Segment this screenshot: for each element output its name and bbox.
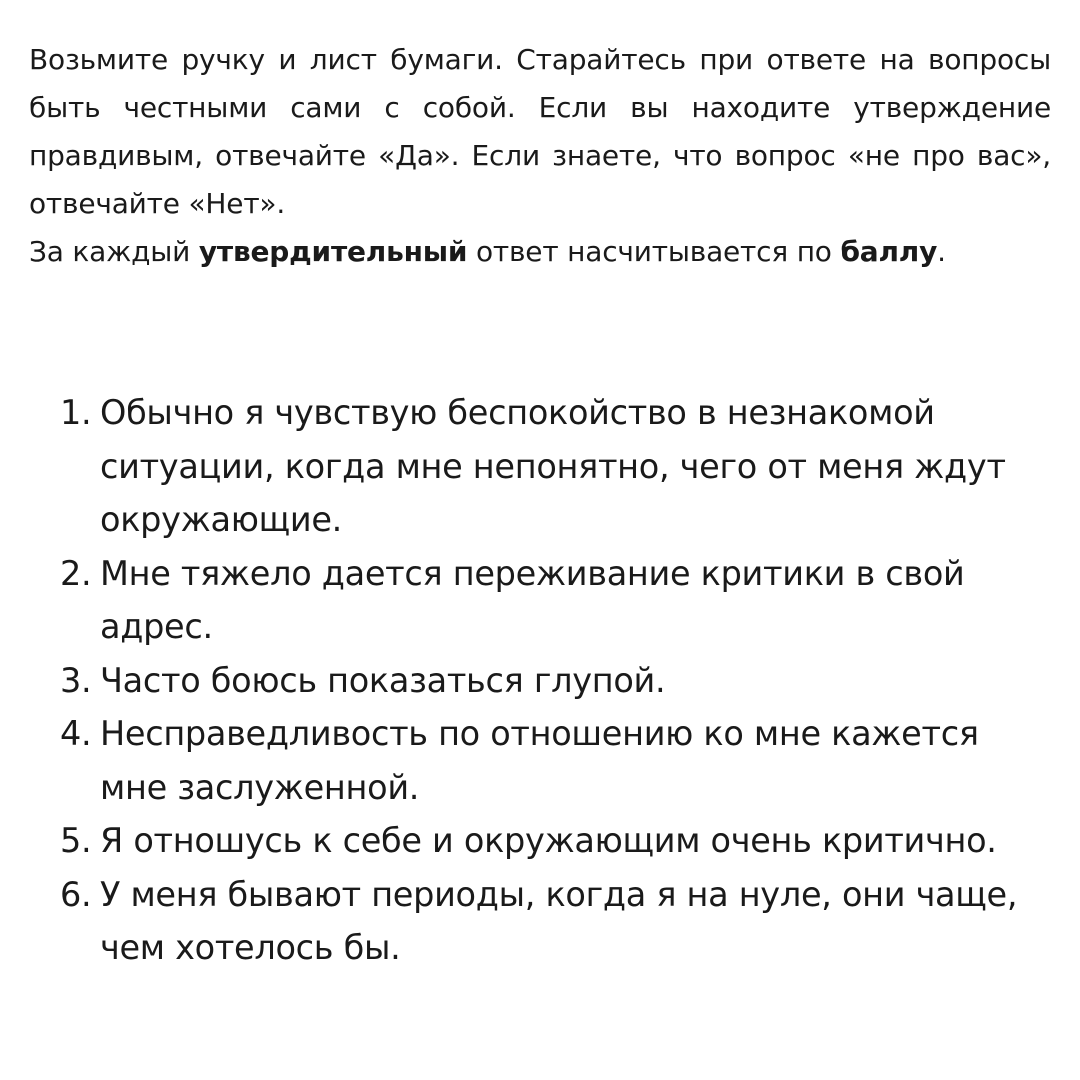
scoring-keyword-point: баллу: [840, 235, 938, 268]
question-number: 3.: [60, 660, 92, 700]
question-text: Несправедливость по отношению ко мне кажется мне заслуженной.: [100, 714, 979, 807]
instructions-paragraph: Возьмите ручку и лист бумаги. Старайтесь при ответе на вопросы быть честными сами с собой. Если вы находите утверждение правдивым, отвечайте «Да». Если знаете, что вопрос «не про вас», отвечайте «Нет».: [29, 43, 1051, 220]
question-item: [60, 707, 1050, 814]
scoring-text-end: .: [937, 235, 946, 268]
question-number: 5.: [60, 821, 92, 860]
scoring-text-middle: ответ насчитывается по: [467, 235, 841, 268]
question-item: [60, 654, 1050, 708]
question-list: [60, 386, 1050, 975]
question-text: Часто боюсь показаться глупой.: [100, 660, 666, 700]
question-item: [60, 547, 1050, 654]
question-item: [60, 868, 1050, 975]
scoring-note: [29, 228, 1051, 276]
question-text: У меня бывают периоды, когда я на нуле, они чаще, чем хотелось бы.: [100, 874, 1018, 967]
scoring-keyword-affirmative: утвердительный: [198, 235, 468, 268]
question-text: Я отношусь к себе и окружающим очень критично.: [100, 821, 997, 860]
question-item: [60, 814, 1050, 868]
question-number: 1.: [60, 393, 92, 432]
question-text: Обычно я чувствую беспокойство в незнакомой ситуации, когда мне непонятно, чего от меня ждут окружающие.: [100, 393, 1006, 539]
question-number: 6.: [60, 874, 92, 914]
scoring-text-start: За каждый: [29, 235, 199, 268]
question-number: 4.: [60, 714, 92, 753]
instructions: [29, 36, 1051, 276]
question-number: 2.: [60, 553, 92, 593]
question-item: [60, 386, 1050, 547]
question-text: Мне тяжело дается переживание критики в свой адрес.: [100, 553, 965, 646]
